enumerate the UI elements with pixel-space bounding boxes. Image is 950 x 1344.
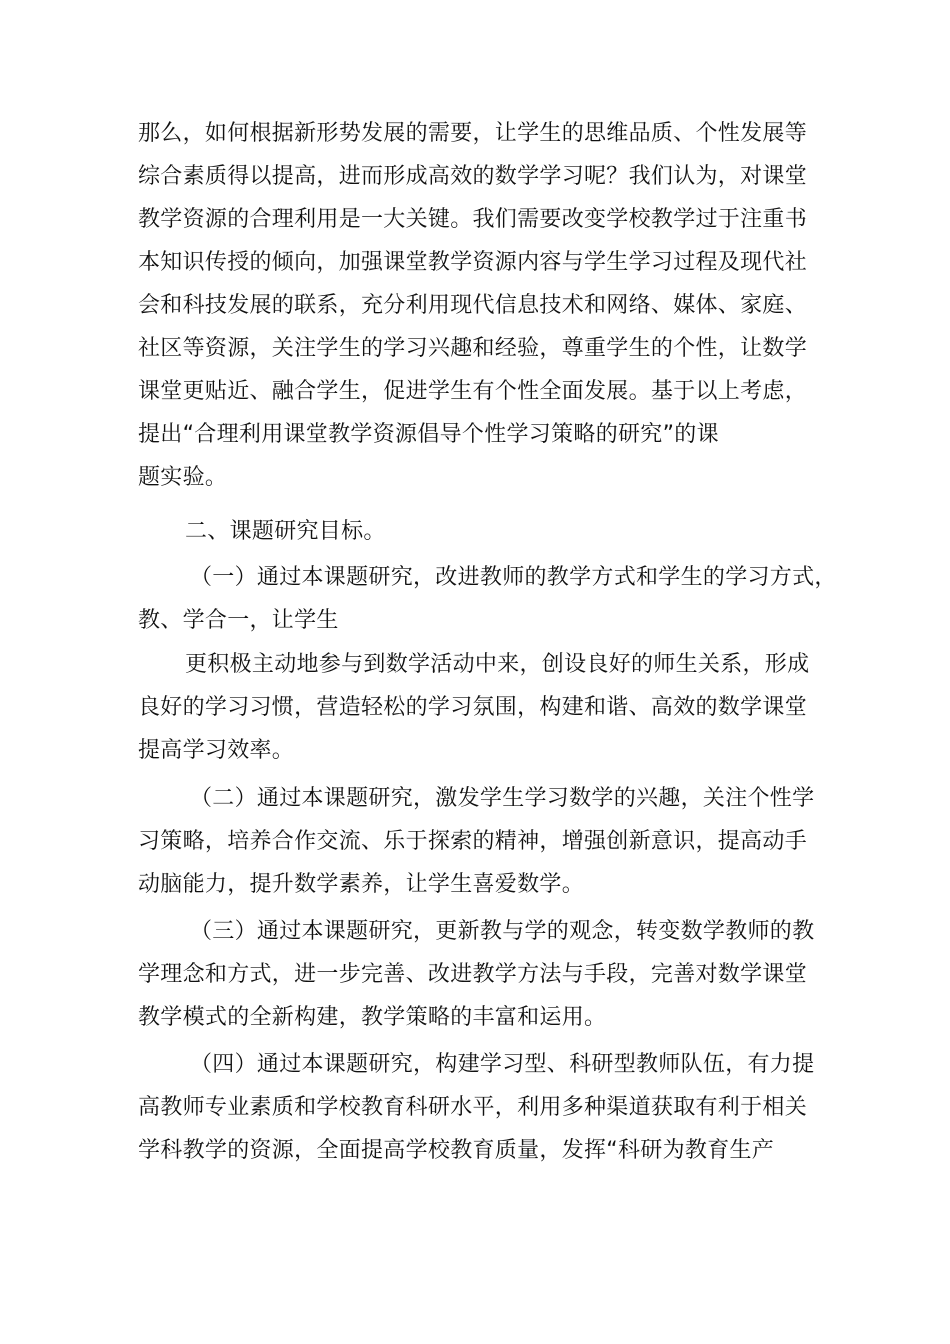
paragraph-line: （四）通过本课题研究，构建学习型、科研型教师队伍，有力提 [190, 1052, 815, 1077]
paragraph-line: （二）通过本课题研究，激发学生学习数学的兴趣，关注个性学 [190, 786, 815, 811]
paragraph-line: 本知识传授的倾向，加强课堂教学资源内容与学生学习过程及现代社 [138, 250, 808, 275]
paragraph-line: 题实验。 [138, 465, 228, 490]
paragraph-line: （一）通过本课题研究，改进教师的教学方式和学生的学习方式， [190, 565, 837, 590]
section-heading: 二、课题研究目标。 [185, 519, 386, 544]
paragraph-line: 习策略，培养合作交流、乐于探索的精神，增强创新意识，提高动手 [138, 829, 808, 854]
paragraph-line: 学理念和方式，进一步完善、改进教学方法与手段，完善对数学课堂 [138, 962, 808, 987]
paragraph-line: 课堂更贴近、融合学生，促进学生有个性全面发展。基于以上考虑， [138, 379, 808, 404]
paragraph-line: 那么，如何根据新形势发展的需要，让学生的思维品质、个性发展等 [138, 121, 808, 146]
paragraph-line: 提高学习效率。 [138, 738, 295, 763]
paragraph-line: 动脑能力，提升数学素养，让学生喜爱数学。 [138, 872, 585, 897]
paragraph-line: 会和科技发展的联系，充分利用现代信息技术和网络、媒体、家庭、 [138, 293, 808, 318]
paragraph-line: （三）通过本课题研究，更新教与学的观念，转变数学教师的教 [190, 919, 815, 944]
paragraph-line: 良好的学习习惯，营造轻松的学习氛围，构建和谐、高效的数学课堂 [138, 695, 808, 720]
paragraph-line: 教学资源的合理利用是一大关键。我们需要改变学校教学过于注重书 [138, 207, 808, 232]
paragraph-line: 提出“合理利用课堂教学资源倡导个性学习策略的研究”的课 [138, 422, 719, 447]
paragraph-line: 综合素质得以提高，进而形成高效的数学学习呢？我们认为，对课堂 [138, 164, 808, 189]
paragraph-line: 教学模式的全新构建，教学策略的丰富和运用。 [138, 1005, 607, 1030]
paragraph-line: 社区等资源，关注学生的学习兴趣和经验，尊重学生的个性，让数学 [138, 336, 808, 361]
paragraph-line: 教、学合一，让学生 [138, 608, 339, 633]
paragraph-line: 更积极主动地参与到数学活动中来，创设良好的师生关系，形成 [185, 652, 810, 677]
paragraph-line: 学科教学的资源，全面提高学校教育质量，发挥“科研为教育生产 [138, 1138, 775, 1163]
paragraph-line: 高教师专业素质和学校教育科研水平，利用多种渠道获取有利于相关 [138, 1095, 808, 1120]
